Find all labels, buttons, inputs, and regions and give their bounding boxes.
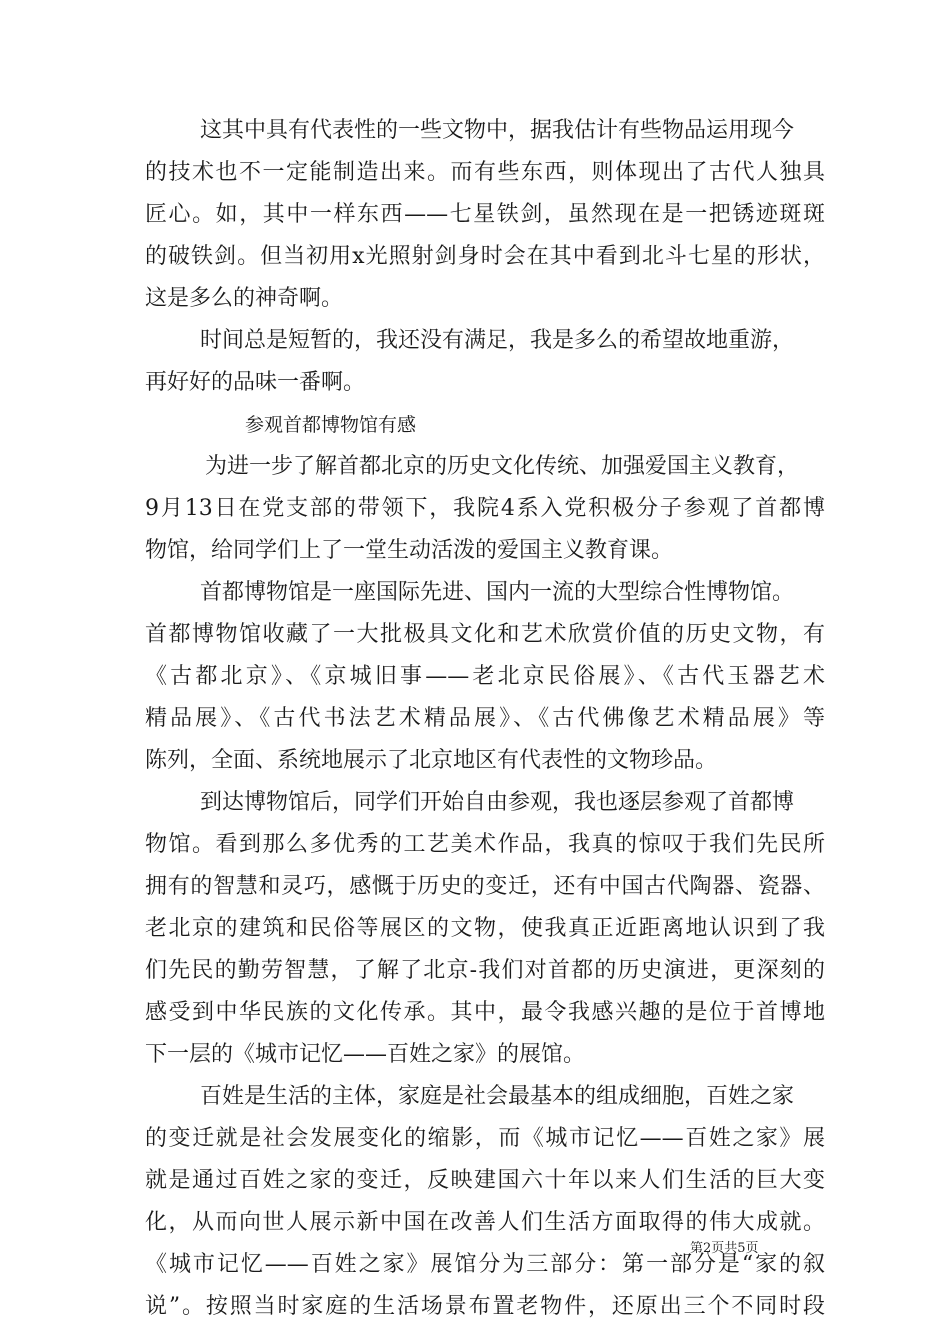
text-line: 到达博物馆后，同学们开始自由参观，我也逐层参观了首都博 [200, 790, 795, 815]
text-line: 就是通过百姓之家的变迁，反映建国六十年以来人们生活的巨大变 [145, 1168, 825, 1193]
text-line: 首都博物馆收藏了一大批极具文化和艺术欣赏价值的历史文物，有 [145, 622, 825, 647]
text-line: 百姓是生活的主体，家庭是社会最基本的组成细胞，百姓之家 [200, 1084, 795, 1109]
text-line: 的技术也不一定能制造出来。而有些东西，则体现出了古代人独具 [145, 160, 825, 185]
text-line: 感受到中华民族的文化传承。其中，最令我感兴趣的是位于首博地 [145, 1000, 825, 1025]
text-line: 匠心。如，其中一样东西——七星铁剑，虽然现在是一把锈迹斑斑 [145, 202, 825, 227]
text-line: 陈列，全面、系统地展示了北京地区有代表性的文物珍品。 [145, 748, 718, 773]
text-line: 物馆。看到那么多优秀的工艺美术作品，我真的惊叹于我们先民所 [145, 832, 825, 857]
text-line: 化，从而向世人展示新中国在改善人们生活方面取得的伟大成就。 [145, 1210, 825, 1235]
text-line: 精品展》、《古代书法艺术精品展》、《古代佛像艺术精品展》等 [145, 706, 825, 731]
text-line: 这是多么的神奇啊。 [145, 286, 344, 311]
text-line: 时间总是短暂的，我还没有满足，我是多么的希望故地重游， [200, 328, 795, 353]
text-line: 再好好的品味一番啊。 [145, 370, 366, 395]
article-heading: 参观首都博物馆有感 [245, 414, 417, 436]
text-line: 下一层的《城市记忆——百姓之家》的展馆。 [145, 1042, 586, 1067]
text-line: 9月13日在党支部的带领下，我院4系入党积极分子参观了首都博 [145, 496, 825, 521]
text-line: 说”。按照当时家庭的生活场景布置老物件，还原出三个不同时段 [145, 1294, 825, 1319]
text-line: 拥有的智慧和灵巧，感慨于历史的变迁，还有中国古代陶器、瓷器、 [145, 874, 825, 899]
text-line: 《城市记忆——百姓之家》展馆分为三部分：第一部分是“家的叙 [145, 1252, 825, 1277]
text-line: 老北京的建筑和民俗等展区的文物，使我真正近距离地认识到了我 [145, 916, 825, 941]
text-line: 的破铁剑。但当初用x光照射剑身时会在其中看到北斗七星的形状， [145, 244, 825, 269]
text-line: 这其中具有代表性的一些文物中，据我估计有些物品运用现今 [200, 118, 795, 143]
text-line: 物馆，给同学们上了一堂生动活泼的爱国主义教育课。 [145, 538, 674, 563]
text-line: 们先民的勤劳智慧，了解了北京-我们对首都的历史演进，更深刻的 [145, 958, 825, 983]
page-number: 第2页共5页 [690, 1241, 759, 1256]
text-line: 为进一步了解首都北京的历史文化传统、加强爱国主义教育， [205, 454, 800, 479]
text-line: 的变迁就是社会发展变化的缩影，而《城市记忆——百姓之家》展 [145, 1126, 825, 1151]
text-line: 首都博物馆是一座国际先进、国内一流的大型综合性博物馆。 [200, 580, 795, 605]
text-line: 《古都北京》、《京城旧事——老北京民俗展》、《古代玉器艺术 [145, 664, 825, 689]
